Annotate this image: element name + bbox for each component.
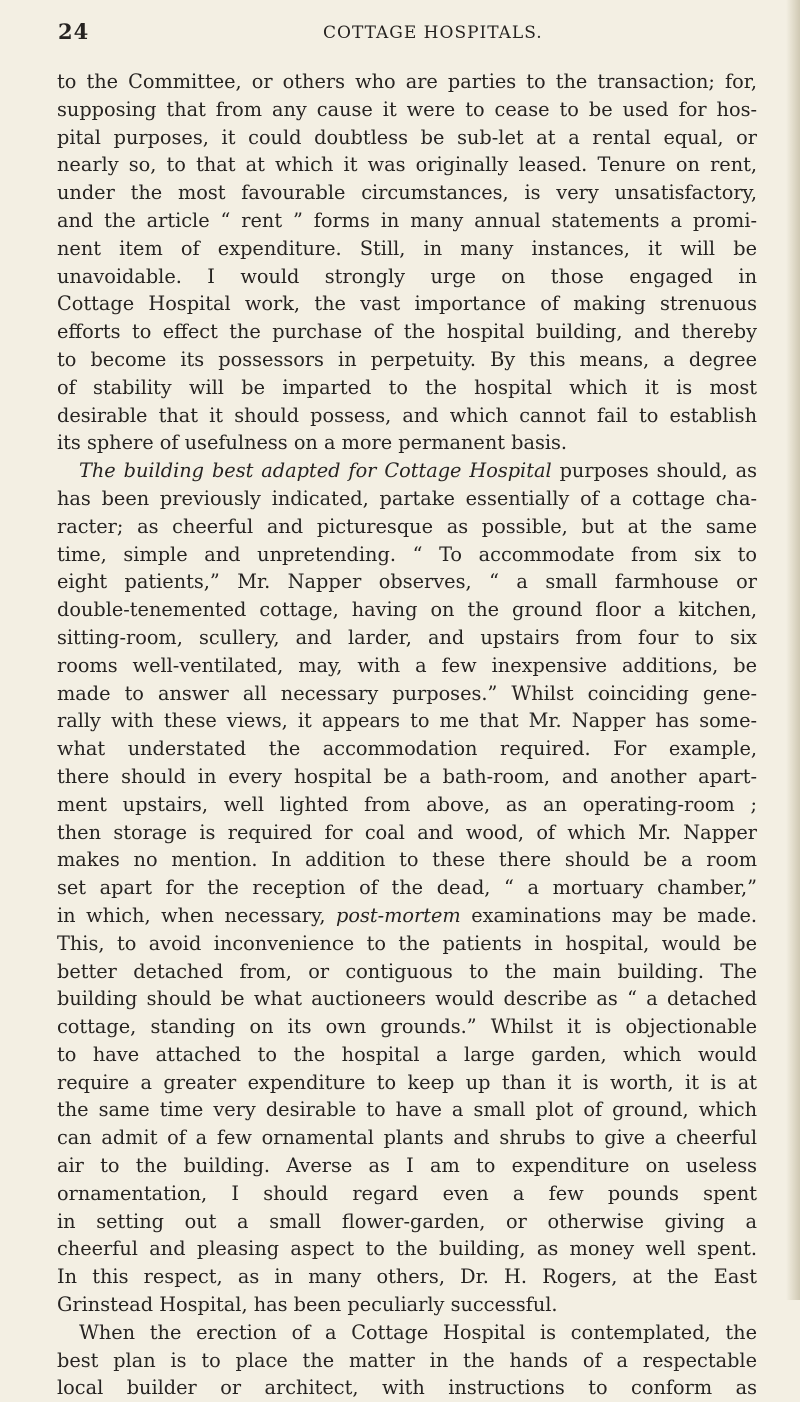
page-edge-shadow bbox=[786, 0, 800, 1300]
text-fragment: examinations may be made. bbox=[460, 903, 757, 927]
text-line: then storage is required for coal and wood, of which Mr. Napper bbox=[57, 820, 757, 844]
text-line: ment upstairs, well lighted from above, as an operating-room ; bbox=[57, 792, 757, 816]
text-line: has been previously indicated, partake essentially of a cottage cha- bbox=[57, 486, 757, 510]
text-line: Cottage Hospital work, the vast importance of making strenuous bbox=[57, 292, 757, 316]
text-line: and the article “ rent ” forms in many annual statements a promi- bbox=[57, 208, 757, 232]
text-line: efforts to effect the purchase of the hospital building, and thereby bbox=[57, 320, 757, 344]
text-line: This, to avoid inconvenience to the patients in hospital, would be bbox=[57, 931, 757, 955]
text-line: set apart for the reception of the dead, “ a mortuary chamber,” bbox=[57, 876, 757, 900]
text-line: of stability will be imparted to the hospital which it is most bbox=[57, 375, 757, 399]
text-line: eight patients,” Mr. Napper observes, “ a small farmhouse or bbox=[57, 570, 757, 594]
text-line: nent item of expenditure. Still, in many instances, it will be bbox=[57, 236, 757, 260]
text-line: desirable that it should possess, and which cannot fail to establish bbox=[57, 403, 757, 427]
text-line: rally with these views, it appears to me that Mr. Napper has some- bbox=[57, 709, 757, 733]
page-header bbox=[58, 19, 758, 49]
text-line: rooms well-ventilated, may, with a few inexpensive additions, be bbox=[57, 653, 757, 677]
text-line: to have attached to the hospital a large garden, which would bbox=[57, 1042, 757, 1066]
text-line: cottage, standing on its own grounds.” Whilst it is objectionable bbox=[57, 1015, 757, 1039]
text-line: to the Committee, or others who are parties to the transaction; for, bbox=[57, 70, 757, 93]
text-line: made to answer all necessary purposes.” Whilst coinciding gene- bbox=[57, 681, 757, 705]
text-line: sitting-room, scullery, and larder, and upstairs from four to six bbox=[57, 625, 757, 649]
text-fragment: purposes should, as bbox=[551, 459, 757, 483]
text-line: building should be what auctioneers would describe as “ a detached bbox=[57, 987, 757, 1011]
running-head: COTTAGE HOSPITALS. bbox=[323, 23, 543, 43]
text-line bbox=[57, 902, 757, 930]
text-line: what understated the accommodation required. For example, bbox=[57, 737, 757, 761]
text-line: cheerful and pleasing aspect to the building, as money well spent. bbox=[57, 1237, 757, 1261]
text-line: makes no mention. In addition to these there should be a room bbox=[57, 848, 757, 872]
text-line: unavoidable. I would strongly urge on those engaged in bbox=[57, 264, 757, 288]
text-line: pital purposes, it could doubtless be sub-let at a rental equal, or bbox=[57, 125, 757, 149]
text-line: Grinstead Hospital, has been peculiarly successful. bbox=[57, 1293, 558, 1317]
text-line: local builder or architect, with instructions to conform as bbox=[57, 1376, 757, 1400]
text-line: require a greater expenditure to keep up than it is worth, it is at bbox=[57, 1070, 757, 1094]
text-line: supposing that from any cause it were to cease to be used for hos- bbox=[57, 97, 757, 121]
text-line: When the erection of a Cottage Hospital is contemplated, the bbox=[79, 1320, 757, 1344]
text-line: nearly so, to that at which it was originally leased. Tenure on rent, bbox=[57, 153, 757, 177]
text-line: In this respect, as in many others, Dr. H. Rogers, at the East bbox=[57, 1265, 757, 1289]
text-fragment: in which, when necessary, bbox=[57, 903, 337, 927]
text-line: can admit of a few ornamental plants and shrubs to give a cheerful bbox=[57, 1126, 757, 1150]
text-line: best plan is to place the matter in the hands of a respectable bbox=[57, 1348, 757, 1372]
text-line: to become its possessors in perpetuity. By this means, a degree bbox=[57, 347, 757, 371]
text-line: better detached from, or contiguous to the main building. The bbox=[57, 959, 757, 983]
text-line: the same time very desirable to have a small plot of ground, which bbox=[57, 1098, 757, 1122]
page-number: 24 bbox=[58, 19, 90, 44]
text-line: racter; as cheerful and picturesque as possible, but at the same bbox=[57, 514, 757, 538]
text-line: in setting out a small flower-garden, or otherwise giving a bbox=[57, 1209, 757, 1233]
italic-phrase: post-mortem bbox=[336, 903, 461, 927]
text-line: there should in every hospital be a bath-room, and another apart- bbox=[57, 764, 757, 788]
text-line: time, simple and unpretending. “ To accommodate from six to bbox=[57, 542, 757, 566]
text-line: double-tenemented cottage, having on the ground floor a kitchen, bbox=[57, 598, 757, 622]
text-line: air to the building. Averse as I am to expenditure on useless bbox=[57, 1154, 757, 1178]
text-line: its sphere of usefulness on a more permanent basis. bbox=[57, 431, 568, 455]
text-line bbox=[57, 457, 757, 485]
body-text bbox=[57, 68, 757, 1402]
text-line: ornamentation, I should regard even a few pounds spent bbox=[57, 1181, 757, 1205]
text-line: under the most favourable circumstances, is very unsatisfactory, bbox=[57, 181, 757, 205]
italic-phrase: The building best adapted for Cottage Hospital bbox=[79, 459, 552, 483]
